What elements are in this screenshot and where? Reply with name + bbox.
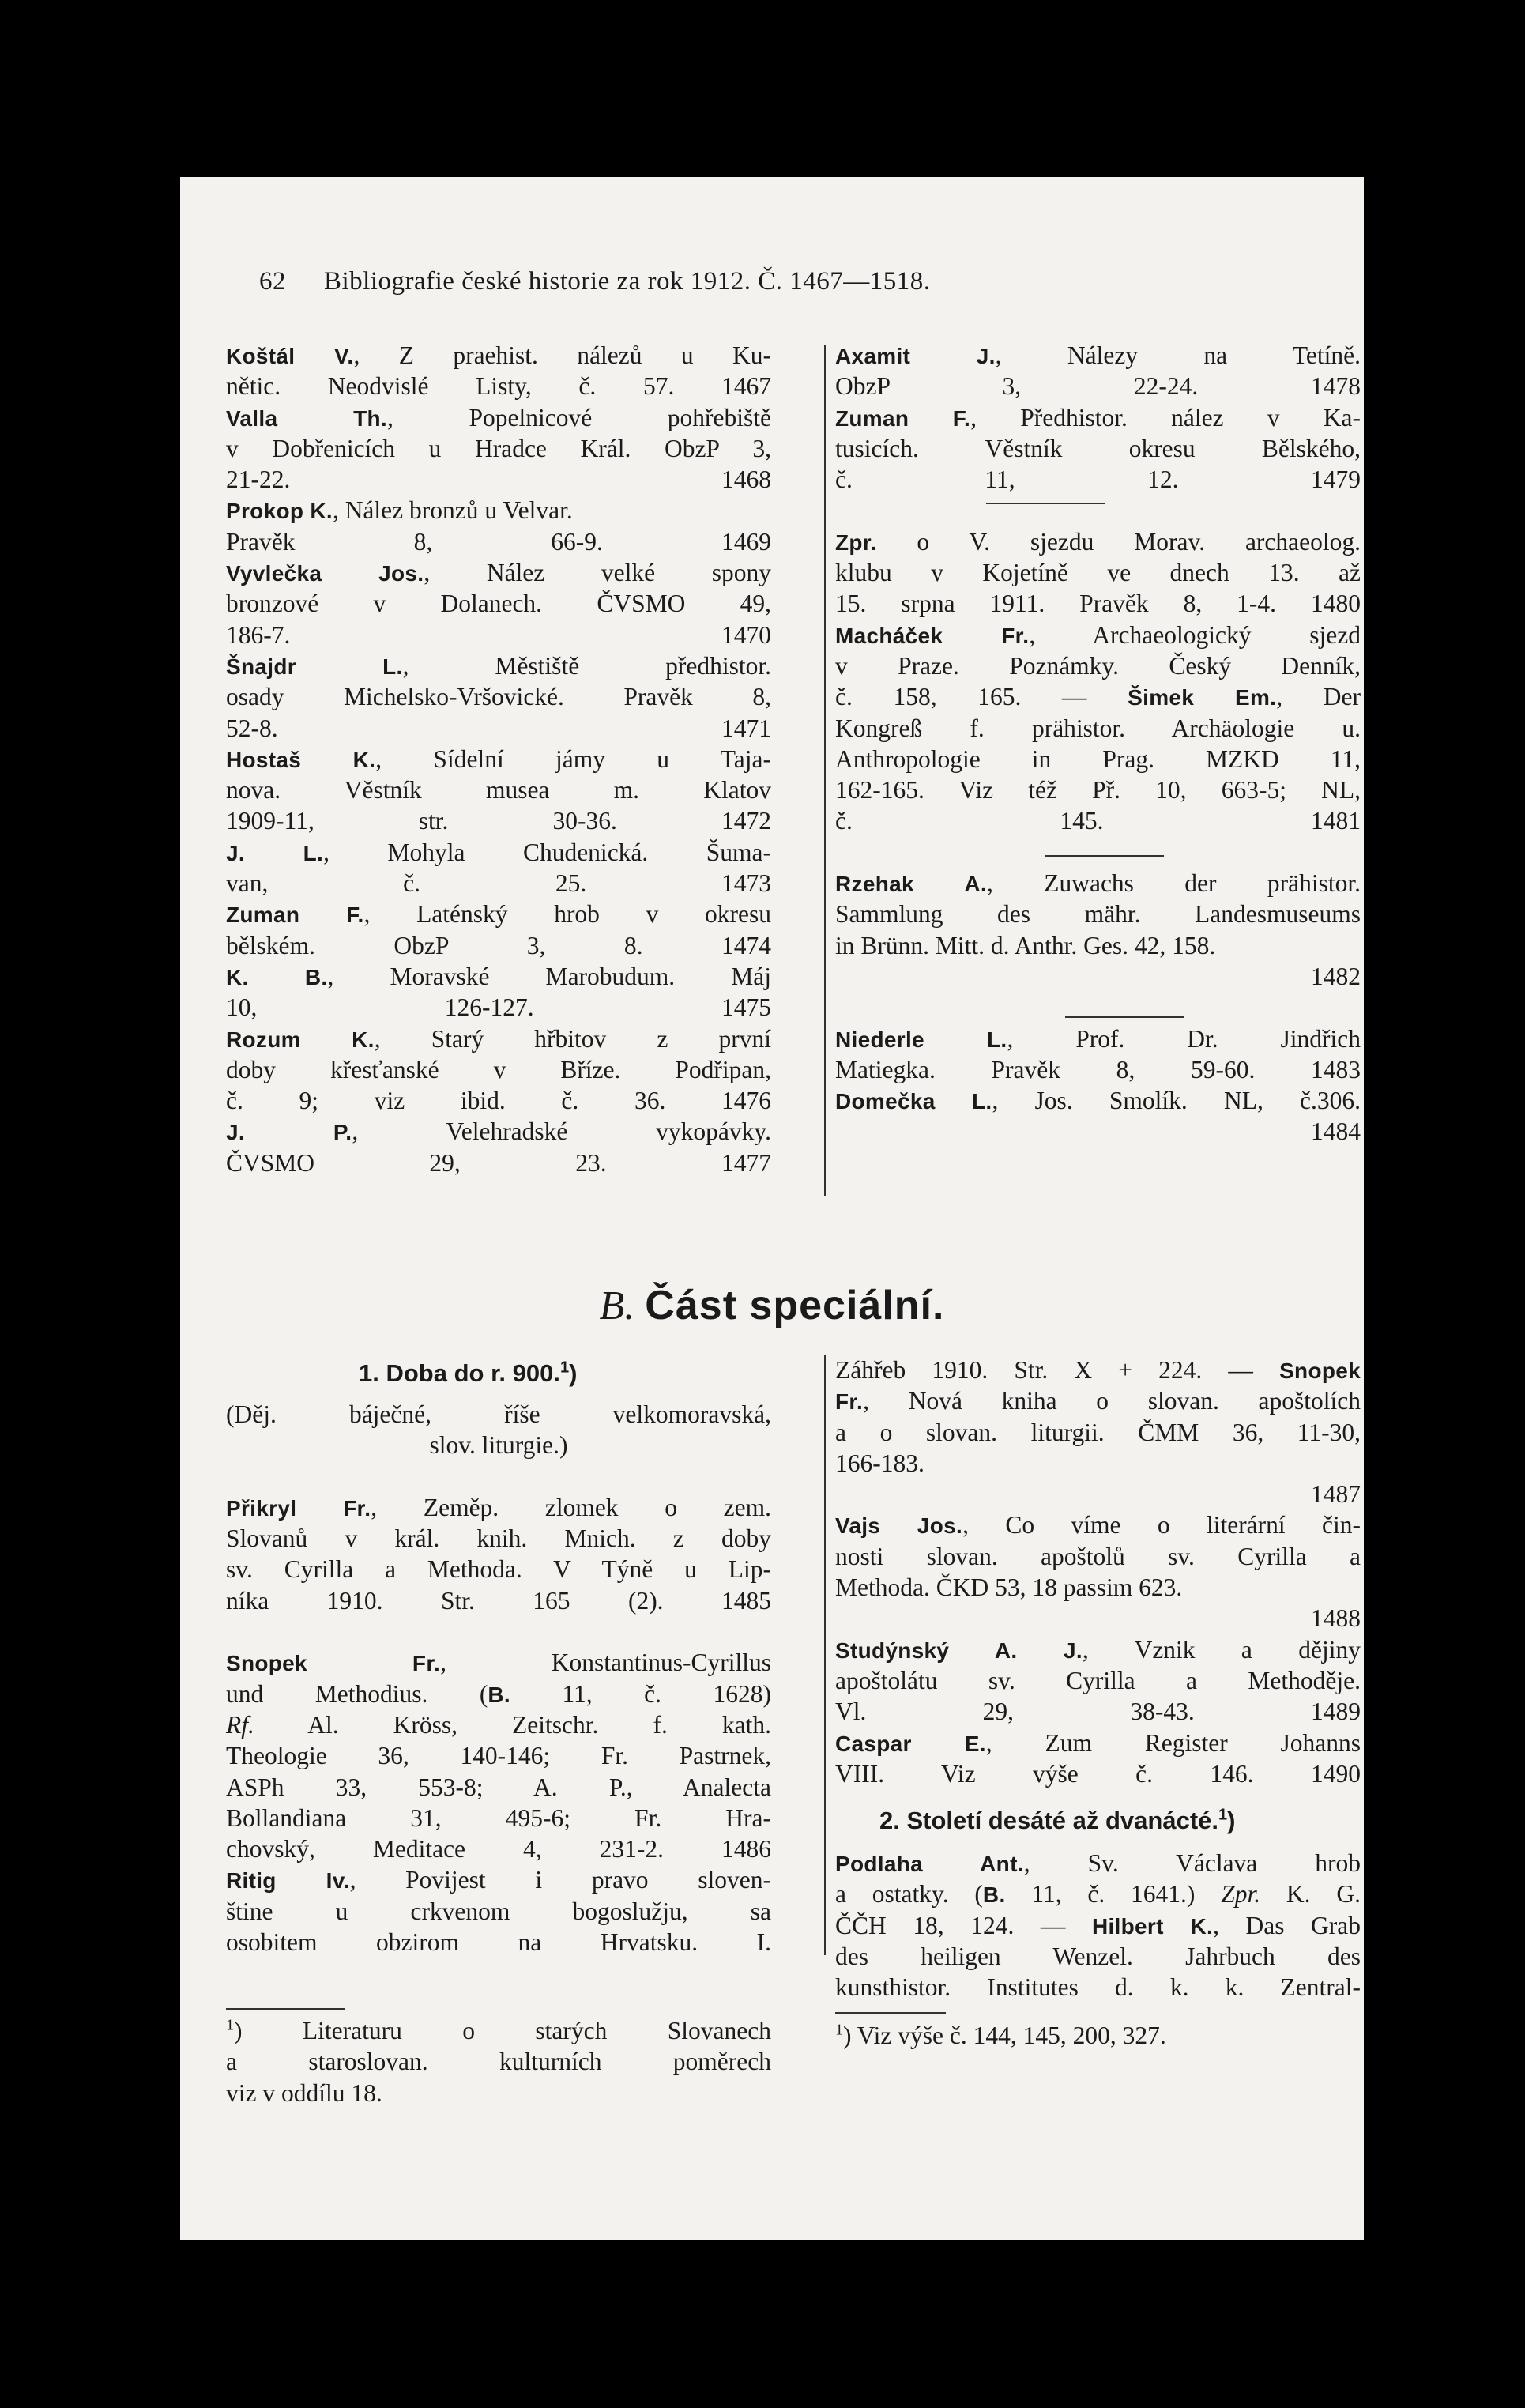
text-line: v Dobřenicích u Hradce Král. ObzP 3,: [226, 434, 771, 462]
text-line: Ritig Iv., Povijest i pravo sloven-: [226, 1866, 771, 1894]
header-title: Bibliografie české historie za rok 1912. Č. 1467—1518.: [324, 267, 931, 296]
text-line: Bollandiana 31, 495-6; Fr. Hra-: [226, 1803, 771, 1832]
text-line: Pravěk 8, 66-9. 1469: [226, 527, 771, 556]
text-line: tusicích. Věstník okresu Bělského,: [835, 434, 1361, 462]
footnote-left: [226, 2015, 771, 2108]
text-line: chovský, Meditace 4, 231-2. 1486: [226, 1835, 771, 1863]
text-line: [835, 837, 1361, 868]
subsection-label: 1. Doba do r. 900.: [359, 1359, 560, 1387]
text-line: Zpr. o V. sjezdu Morav. archaeolog.: [835, 527, 1361, 556]
text-line: [226, 1461, 771, 1492]
text-line: ObzP 3, 22-24. 1478: [835, 372, 1361, 401]
text-line: Axamit J., Nálezy na Tetíně.: [835, 341, 1361, 369]
text-line: Anthropologie in Prag. MZKD 11,: [835, 744, 1361, 773]
text-line: Studýnský A. J., Vznik a dějiny: [835, 1635, 1361, 1664]
text-line: 162-165. Viz též Př. 10, 663-5; NL,: [835, 776, 1361, 805]
subsection-label: 2. Století desáté až dvanácté.: [879, 1807, 1219, 1834]
text-line: Rzehak A., Zuwachs der prähistor.: [835, 869, 1361, 898]
text-line: $^1$) Viz výše č. 144, 145, 200, 327.: [835, 2021, 1166, 2049]
text-line: Zuman F., Předhistor. nález v Ka-: [835, 403, 1361, 431]
text-line: sv. Cyrilla a Methoda. V Týně u Lip-: [226, 1555, 771, 1584]
column-divider: [824, 345, 826, 1196]
text-line: ČČH 18, 124. — Hilbert K., Das Grab: [835, 1911, 1361, 1939]
footnote-rule: [226, 2008, 345, 2010]
text-line: Vl. 29, 38-43. 1489: [835, 1698, 1361, 1726]
footnote-rule: [835, 2012, 946, 2014]
footnote-right: [835, 2020, 1361, 2051]
separator-rule: [1045, 855, 1164, 857]
text-line: Methoda. ČKD 53, 18 passim 623.: [835, 1573, 1183, 1602]
page-number: 62: [259, 267, 286, 296]
text-line: Rozum K., Starý hřbitov z první: [226, 1024, 771, 1053]
text-line: osady Michelsko-Vršovické. Pravěk 8,: [226, 683, 771, 711]
text-line: J. P., Velehradské vykopávky.: [226, 1117, 771, 1146]
text-line: Fr., Nová kniha o slovan. apoštolích: [835, 1387, 1361, 1415]
text-line: nosti slovan. apoštolů sv. Cyrilla a: [835, 1542, 1361, 1570]
text-line: VIII. Viz výše č. 146. 1490: [835, 1759, 1361, 1788]
text-line: kunsthistor. Institutes d. k. k. Zentral-: [835, 1973, 1361, 2002]
top-left-column: [226, 340, 771, 1178]
text-line: Caspar E., Zum Register Johanns: [835, 1728, 1361, 1757]
bottom-right-column-continued: [835, 1848, 1361, 2003]
text-line: 21-22. 1468: [226, 465, 771, 494]
text-line: bělském. ObzP 3, 8. 1474: [226, 931, 771, 959]
text-line: J. L., Mohyla Chudenická. Šuma-: [226, 838, 771, 866]
text-line: ASPh 33, 553-8; A. P., Analecta: [226, 1773, 771, 1801]
column-divider: [824, 1355, 826, 1955]
text-line: Podlaha Ant., Sv. Václava hrob: [835, 1849, 1361, 1877]
text-line: Sammlung des mähr. Landesmuseums: [835, 900, 1361, 929]
text-line: [835, 495, 1361, 526]
text-line: (Děj. báječné, říše velkomoravská,: [226, 1400, 771, 1428]
text-line: Niederle L., Prof. Dr. Jindřich: [835, 1024, 1361, 1053]
bottom-left-column: [226, 1399, 771, 1958]
bottom-right-column: [835, 1355, 1361, 1789]
section-letter: B.: [599, 1283, 635, 1328]
text-line: 1488: [1311, 1604, 1361, 1633]
text-line: Vajs Jos., Co víme o literární čin-: [835, 1511, 1361, 1539]
text-line: [226, 1616, 771, 1647]
running-header: [259, 267, 931, 296]
text-line: Theologie 36, 140-146; Fr. Pastrnek,: [226, 1742, 771, 1770]
separator-rule: [1065, 1016, 1184, 1018]
text-line: van, č. 25. 1473: [226, 869, 771, 898]
text-line: štine u crkvenom bogoslužju, sa: [226, 1897, 771, 1925]
text-line: 52-8. 1471: [226, 714, 771, 742]
text-line: bronzové v Dolanech. ČVSMO 49,: [226, 590, 771, 618]
text-line: $^1$) Literaturu o starých Slovanech: [226, 2016, 771, 2044]
text-line: Šnajdr L., Městiště předhistor.: [226, 651, 771, 680]
text-line: Macháček Fr., Archaeologický sjezd: [835, 620, 1361, 649]
text-line: [835, 992, 1361, 1023]
text-line: Vyvlečka Jos., Nález velké spony: [226, 559, 771, 587]
text-line: č. 158, 165. — Šimek Em., Der: [835, 683, 1361, 711]
separator-rule: [986, 503, 1105, 504]
text-line: doby křesťanské v Bříze. Podřipan,: [226, 1055, 771, 1083]
section-title: Část speciální.: [645, 1283, 945, 1328]
text-line: osobitem obzirom na Hrvatsku. I.: [226, 1928, 771, 1957]
text-line: 1482: [1311, 962, 1361, 990]
text-line: a staroslovan. kulturních poměrech: [226, 2048, 771, 2076]
text-line: č. 9; viz ibid. č. 36. 1476: [226, 1087, 771, 1115]
text-line: níka 1910. Str. 165 (2). 1485: [226, 1586, 771, 1615]
text-line: Slovanů v král. knih. Mnich. z doby: [226, 1524, 771, 1553]
text-line: nova. Věstník musea m. Klatov: [226, 776, 771, 805]
text-line: klubu v Kojetíně ve dnech 13. až: [835, 559, 1361, 587]
text-line: Hostaš K., Sídelní jámy u Taja-: [226, 744, 771, 773]
text-line: 186-7. 1470: [226, 620, 771, 649]
text-line: Záhřeb 1910. Str. X + 224. — Snopek: [835, 1356, 1361, 1384]
subsection-1-heading: 1. Doba do r. 900.$^1$): [359, 1359, 578, 1387]
text-line: Koštál V., Z praehist. nálezů u Ku-: [226, 341, 772, 369]
text-line: und Methodius. (B. 11, č. 1628): [226, 1679, 771, 1708]
text-line: č. 11, 12. 1479: [835, 465, 1361, 494]
text-line: K. B., Moravské Marobudum. Máj: [226, 962, 772, 990]
text-line: v Praze. Poznámky. Český Denník,: [835, 651, 1361, 680]
subsection-2-heading: 2. Století desáté až dvanácté.$^1$): [879, 1806, 1236, 1834]
text-line: nětic. Neodvislé Listy, č. 57. 1467: [226, 372, 771, 401]
text-line: 1909-11, str. 30-36. 1472: [226, 807, 771, 835]
text-line: viz v oddílu 18.: [226, 2078, 382, 2107]
text-line: Přikryl Fr., Zeměp. zlomek o zem.: [226, 1493, 771, 1521]
footnote-mark: 1: [1218, 1806, 1228, 1824]
text-line: Kongreß f. prähistor. Archäologie u.: [835, 714, 1361, 742]
text-line: č. 145. 1481: [835, 807, 1361, 835]
section-b-heading: [180, 1282, 1364, 1329]
text-line: apoštolátu sv. Cyrilla a Methoděje.: [835, 1666, 1361, 1694]
text-line: 15. srpna 1911. Pravěk 8, 1-4. 1480: [835, 590, 1361, 618]
text-line: des heiligen Wenzel. Jahrbuch des: [835, 1942, 1361, 1970]
text-line: Snopek Fr., Konstantinus-Cyrillus: [226, 1649, 771, 1677]
text-line: 1484: [1311, 1117, 1361, 1146]
text-line: Rf. Al. Kröss, Zeitschr. f. kath.: [226, 1710, 771, 1739]
book-page: [180, 177, 1364, 2240]
text-line: 1487: [1311, 1480, 1361, 1509]
text-line: Domečka L., Jos. Smolík. NL, č.306.: [835, 1087, 1361, 1115]
text-line: Zuman F., Laténský hrob v okresu: [226, 900, 771, 929]
text-line: Matiegka. Pravěk 8, 59-60. 1483: [835, 1055, 1361, 1083]
text-line: 10, 126-127. 1475: [226, 993, 771, 1022]
top-right-column: [835, 340, 1361, 1147]
text-line: Prokop K., Nález bronzů u Velvar.: [226, 496, 573, 525]
text-line: slov. liturgie.): [429, 1431, 568, 1460]
text-line: a o slovan. liturgii. ČMM 36, 11-30,: [835, 1418, 1361, 1446]
text-line: Valla Th., Popelnicové pohřebiště: [226, 403, 771, 431]
text-line: a ostatky. (B. 11, č. 1641.) Zpr. K. G.: [835, 1880, 1361, 1909]
text-line: in Brünn. Mitt. d. Anthr. Ges. 42, 158.: [835, 931, 1216, 959]
text-line: ČVSMO 29, 23. 1477: [226, 1148, 771, 1177]
text-line: 166-183.: [835, 1449, 924, 1477]
footnote-mark: 1: [559, 1359, 570, 1377]
